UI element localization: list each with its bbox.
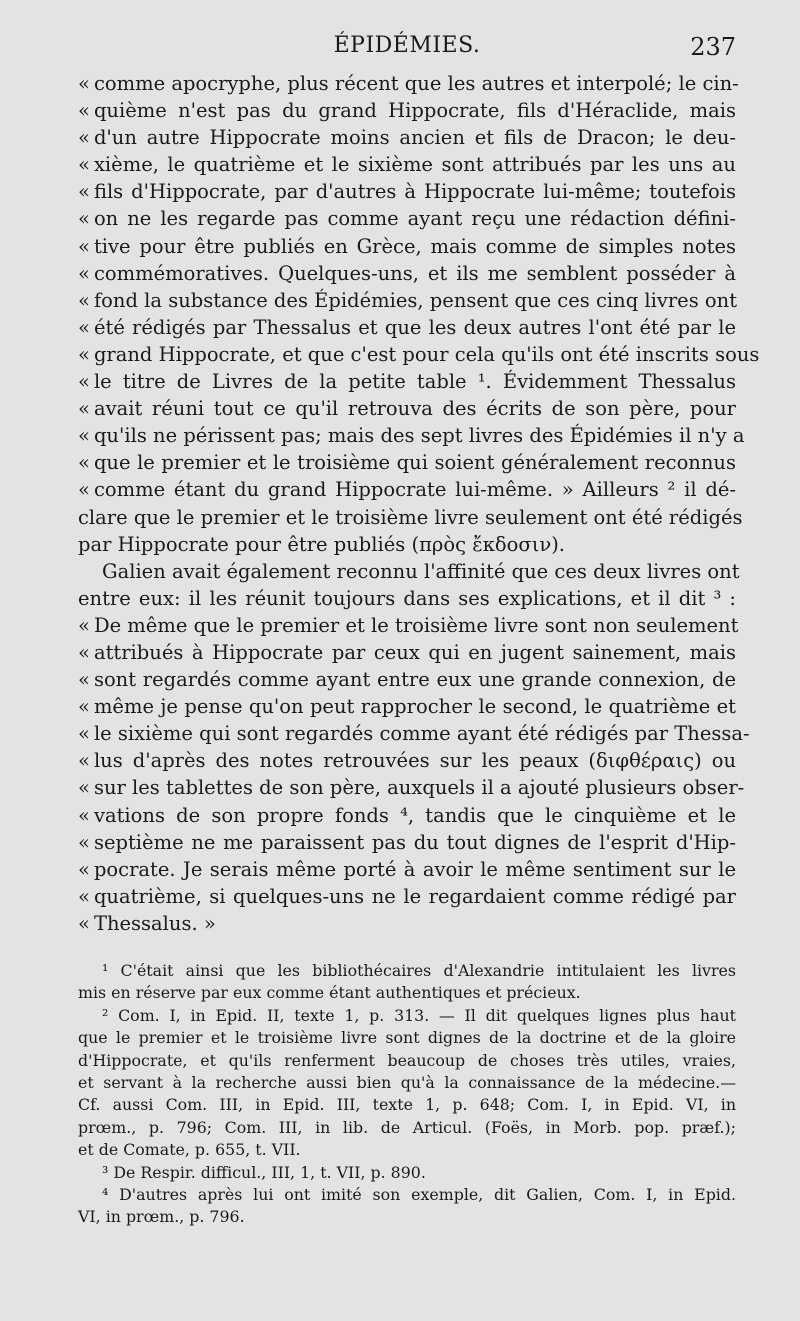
text-line [78,829,736,856]
text-line [78,178,736,205]
quote-mark: « [78,884,90,908]
footnote-line: d'Hippocrate, et qu'ils renferment beaucoup de choses très utiles, vraies, [78,1050,736,1070]
text-line [78,585,736,612]
text-line [78,395,736,422]
line-text: avait réuni tout ce qu'il retrouva des écrits de son père, pour [93,397,736,421]
text-line [78,720,750,747]
quote-mark: « [78,668,90,692]
quote-mark: « [78,613,90,637]
quote-mark: « [78,99,90,123]
footnotes [78,960,736,1229]
line-text: que le premier et le troisième qui soient généralement reconnus [93,451,736,475]
text-line [78,124,736,151]
text-line [78,910,736,937]
quote-mark: « [78,342,90,366]
quote-mark: « [78,424,90,448]
text-line [78,504,743,531]
quote-mark: « [78,153,90,177]
text-line [78,747,736,774]
footnote-line: ⁴ D'autres après lui ont imité son exemple, dit Galien, Com. I, in Epid. [102,1185,736,1205]
line-text: le titre de Livres de la petite table ¹. Évidemment Thessalus [93,370,736,394]
line-text: grand Hippocrate, et que c'est pour cela qu'ils ont été inscrits sous [93,342,760,366]
line-text: par Hippocrate pour être publiés (πρὸς ἔκδοσιν). [78,532,565,556]
footnote-line: ² Com. I, in Epid. II, texte 1, p. 313. — Il dit quelques lignes plus haut [102,1005,736,1025]
text-line [78,151,736,178]
text-line [78,97,736,124]
quote-mark: « [78,397,90,421]
text-line [78,422,745,449]
line-text: on ne les regarde pas comme ayant reçu une rédaction défini- [93,207,736,231]
quote-mark: « [78,640,90,664]
quote-mark: « [78,72,90,95]
line-text: comme apocryphe, plus récent que les autres et interpolé; le cin- [93,72,739,95]
text-line [78,476,736,503]
quote-mark: « [78,315,90,339]
line-text: comme étant du grand Hippocrate lui-même. » Ailleurs ² il dé- [93,478,736,502]
quote-mark: « [78,288,90,312]
line-text: attribués à Hippocrate par ceux qui en jugent sainement, mais [93,640,736,664]
line-text: été rédigés par Thessalus et que les deux autres l'ont été par le [93,315,736,339]
text-line [78,883,736,910]
line-text: De même que le premier et le troisième livre sont non seulement [93,613,739,637]
line-text: commémoratives. Quelques-uns, et ils me semblent posséder à [93,261,736,285]
footnote-line: ³ De Respir. difficul., III, 1, t. VII, p. 890. [102,1162,426,1182]
line-text: tive pour être publiés en Grèce, mais comme de simples notes [93,234,736,258]
text-line [78,449,736,476]
text-line [78,287,736,314]
line-text: Galien avait également reconnu l'affinité que ces deux livres ont [102,559,740,583]
footnote-line: ¹ C'était ainsi que les bibliothécaires d'Alexandrie intitulaient les livres [102,961,736,980]
text-line [78,260,736,287]
text-line [78,774,745,801]
text-line [78,802,736,829]
footnote-line: prœm., p. 796; Com. III, in lib. de Articul. (Foës, in Morb. pop. præf.); [78,1117,736,1137]
line-text: pocrate. Je serais même porté à avoir le même sentiment sur le [93,857,736,881]
line-text: sont regardés comme ayant entre eux une grande connexion, de [93,668,736,692]
page-header [78,33,736,67]
line-text: entre eux: il les réunit toujours dans ses explications, et il dit ³ : [78,586,736,610]
line-text: septième ne me paraissent pas du tout dignes de l'esprit d'Hip- [93,830,736,854]
text-line [78,639,736,666]
line-text: d'un autre Hippocrate moins ancien et fils de Dracon; le deu- [93,126,736,150]
quote-mark: « [78,749,90,773]
text-line [78,233,736,260]
quote-mark: « [78,180,90,204]
quote-mark: « [78,776,90,800]
quote-mark: « [78,911,90,935]
line-text: même je pense qu'on peut rapprocher le second, le quatrième et [93,695,736,719]
quote-mark: « [78,207,90,231]
text-line [78,205,736,232]
quote-mark: « [78,451,90,475]
text-line [78,666,736,693]
text-line [78,612,739,639]
line-text: le sixième qui sont regardés comme ayant été rédigés par Thessa- [93,722,750,746]
text-line [78,531,736,558]
quote-mark: « [78,695,90,719]
text-line [78,693,736,720]
line-text: fond la substance des Épidémies, pensent que ces cinq livres ont [93,288,738,312]
quote-mark: « [78,830,90,854]
quote-mark: « [78,126,90,150]
line-text: sur les tablettes de son père, auxquels il a ajouté plusieurs obser- [93,776,745,800]
text-line [78,856,736,883]
text-line [78,314,736,341]
line-text: Thessalus. » [93,911,216,935]
quote-mark: « [78,370,90,394]
page-number: 237 [690,33,736,61]
line-text: vations de son propre fonds ⁴, tandis que le cinquième et le [93,803,736,827]
footnote-line: mis en réserve par eux comme étant authentiques et précieux. [78,983,581,1003]
quote-mark: « [78,261,90,285]
footnote-line: VI, in prœm., p. 796. [78,1207,245,1227]
footnote-line: que le premier et le troisième livre sont dignes de la doctrine et de la gloire [78,1028,736,1048]
footnote-line: et de Comate, p. 655, t. VII. [78,1140,301,1160]
line-text: quatrième, si quelques-uns ne le regardaient comme rédigé par [93,884,736,908]
body-text [78,70,760,937]
text-line [78,341,760,368]
line-text: clare que le premier et le troisième livre seulement ont été rédigés [78,505,743,529]
text-line [78,558,740,585]
line-text: quième n'est pas du grand Hippocrate, fils d'Héraclide, mais [93,99,736,123]
quote-mark: « [78,478,90,502]
running-title: ÉPIDÉMIES. [333,33,481,58]
footnote-line: et servant à la recherche aussi bien qu'à la connaissance de la médecine.— [78,1073,736,1093]
line-text: qu'ils ne périssent pas; mais des sept livres des Épidémies il n'y a [93,424,745,448]
line-text: fils d'Hippocrate, par d'autres à Hippocrate lui-même; toutefois [93,180,736,204]
quote-mark: « [78,857,90,881]
text-line [78,368,736,395]
quote-mark: « [78,803,90,827]
line-text: lus d'après des notes retrouvées sur les peaux (διφθέραις) ou [93,749,736,773]
quote-mark: « [78,234,90,258]
line-text: xième, le quatrième et le sixième sont attribués par les uns au [93,153,736,177]
footnote-line: Cf. aussi Com. III, in Epid. III, texte 1, p. 648; Com. I, in Epid. VI, in [78,1095,736,1115]
text-line [78,70,739,97]
quote-mark: « [78,722,90,746]
